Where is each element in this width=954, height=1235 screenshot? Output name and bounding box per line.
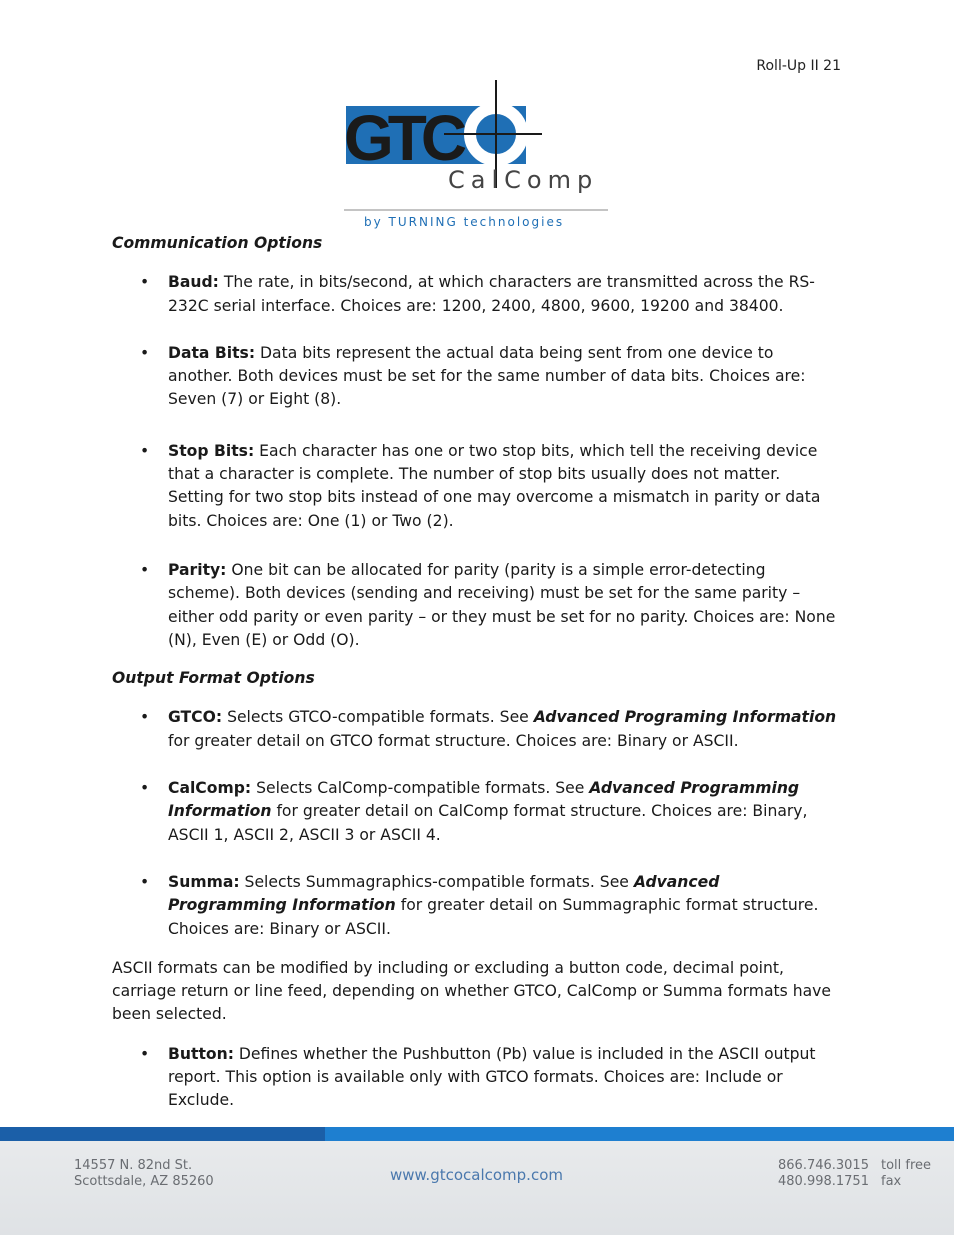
bullet-icon: • (140, 708, 150, 727)
phone-fax: 480.998.1751 (778, 1174, 869, 1189)
option-term: Button: (168, 1044, 234, 1063)
option-text: One bit can be allocated for parity (parity is a simple error-detecting scheme). Both devices (sending and receiving) must be set for the same parity – either odd parity or even parity – or they must be set for no parity. Choices are: None (N), Even (E) or Odd (O). (168, 560, 836, 649)
option-text: Selects CalComp-compatible formats. See (251, 779, 590, 798)
section-title-communication: Communication Options (112, 234, 323, 252)
list-item (112, 777, 837, 847)
option-reference: Advanced Programing Information (533, 708, 837, 727)
list-item (112, 271, 837, 318)
option-text: Data bits represent the actual data being sent from one device to another. Both devices must be set for the same number of data bits. Choices are: Seven (7) or Eight (8). (168, 343, 806, 409)
bullet-icon: • (140, 273, 150, 292)
list-item (112, 871, 837, 941)
communication-options-list (112, 271, 837, 652)
footer-bar-dark (0, 1127, 325, 1141)
list-item (112, 559, 837, 652)
bullet-icon: • (140, 779, 150, 798)
label-tollfree: toll free (881, 1158, 932, 1173)
gtco-calcomp-logo (344, 78, 614, 230)
list-item (112, 1043, 837, 1113)
bullet-icon: • (140, 1044, 150, 1063)
option-term: GTCO: (168, 708, 223, 727)
option-term: Baud: (168, 273, 219, 292)
logo-letters: GTC (344, 102, 462, 174)
page-header: Roll-Up II 21 (756, 58, 841, 74)
option-text: for greater detail on Summagraphic format structure. Choices are: Binary or ASCII. (168, 896, 819, 938)
document-body (112, 232, 837, 1113)
footer-phone-labels (881, 1158, 931, 1190)
option-term: CalComp: (168, 779, 252, 798)
option-text: The rate, in bits/second, at which characters are transmitted across the RS-232C serial interface. Choices are: 1200, 2400, 4800, 9600, 19200 and 38400. (168, 273, 815, 315)
bullet-icon: • (140, 343, 150, 362)
option-text: Defines whether the Pushbutton (Pb) value is included in the ASCII output report. This option is available only with GTCO formats. Choices are: Include or Exclude. (168, 1044, 816, 1110)
footer-address (74, 1158, 214, 1190)
option-reference: Advanced Programming Information (168, 779, 800, 821)
option-text: Each character has one or two stop bits, which tell the receiving device that a character is complete. The number of stop bits usually does not matter. Setting for two stop bits instead of one may overcome a mismatch in parity or data bits. Choices are: One (1) or Two (2). (168, 441, 821, 530)
footer-color-bar (0, 1127, 954, 1141)
output-options-list (112, 706, 837, 940)
address-line-1: 14557 N. 82nd St. (74, 1158, 193, 1173)
label-fax: fax (881, 1174, 902, 1189)
bullet-icon: • (140, 441, 150, 460)
option-term: Parity: (168, 560, 227, 579)
footer-phone-numbers (778, 1158, 869, 1190)
option-term: Data Bits: (168, 343, 256, 362)
ascii-paragraph: ASCII formats can be modified by including or excluding a button code, decimal point, carriage return or line feed, depending on whether GTCO, CalComp or Summa formats have been selected. (112, 958, 831, 1024)
option-term: Summa: (168, 872, 240, 891)
list-item (112, 342, 837, 412)
logo-brand-line: CalComp (448, 166, 599, 194)
ascii-options-list (112, 1043, 837, 1113)
bullet-icon: • (140, 872, 150, 891)
address-line-2: Scottsdale, AZ 85260 (74, 1174, 214, 1189)
bullet-icon: • (140, 560, 150, 579)
footer-website-link[interactable]: www.gtcocalcomp.com (390, 1166, 563, 1184)
list-item (112, 440, 837, 533)
option-reference: Advanced Programming Information (168, 872, 720, 915)
option-text: for greater detail on GTCO format structure. Choices are: Binary or ASCII. (168, 731, 739, 750)
option-text: Selects Summagraphics-compatible formats. See (239, 872, 634, 891)
footer-bar-light (325, 1127, 954, 1141)
option-text: Selects GTCO-compatible formats. See (222, 708, 534, 727)
option-term: Stop Bits: (168, 441, 255, 460)
logo-tagline: by TURNING technologies (364, 215, 565, 229)
option-text: for greater detail on CalComp format structure. Choices are: Binary, ASCII 1, ASCII 2, ASCII 3 or ASCII 4. (168, 802, 808, 844)
list-item (112, 706, 837, 753)
section-title-output: Output Format Options (112, 669, 315, 688)
phone-tollfree: 866.746.3015 (778, 1158, 869, 1173)
